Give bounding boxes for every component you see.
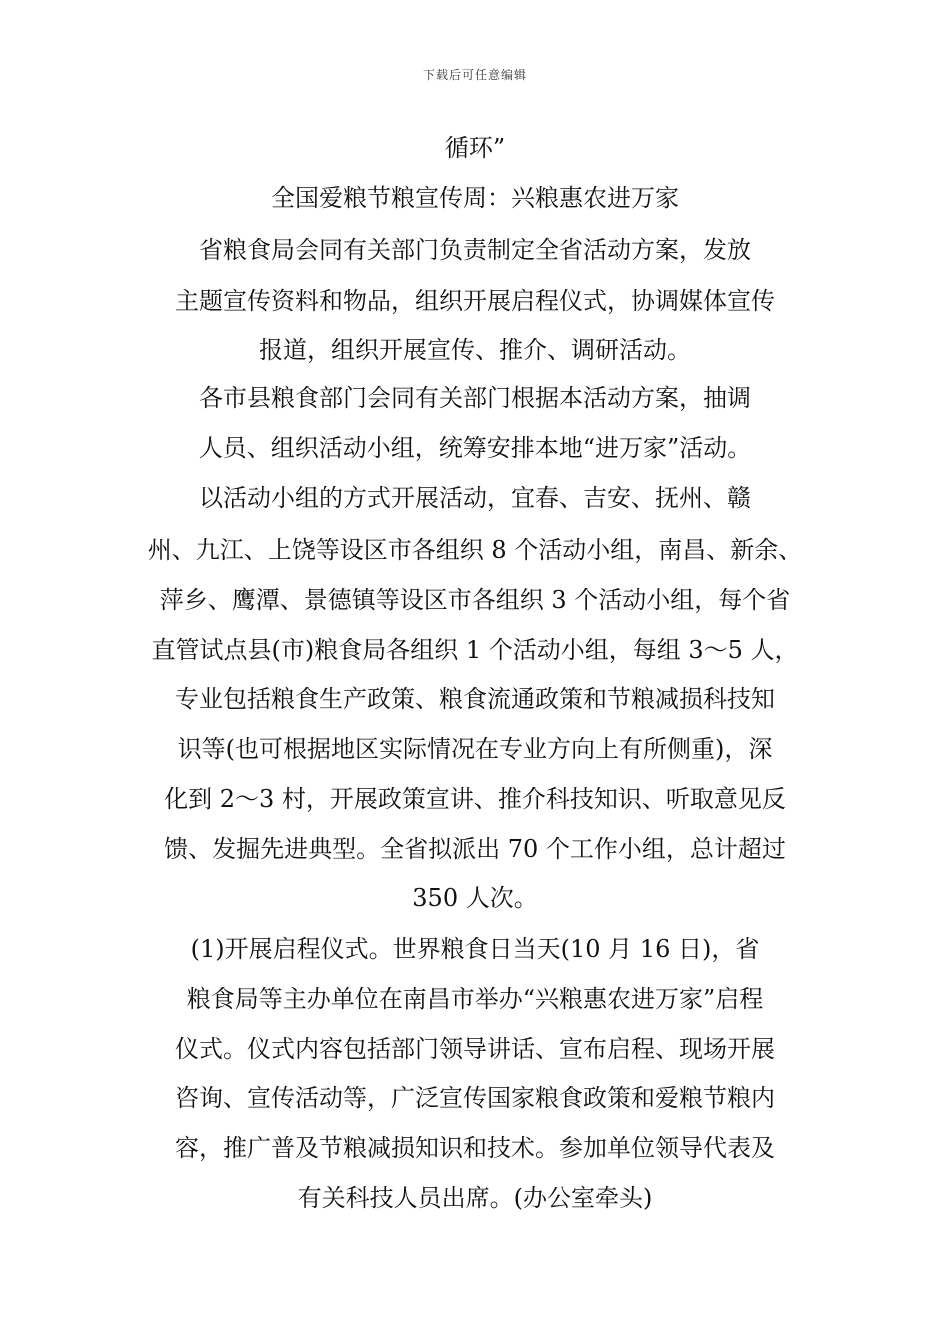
text-line: 省粮食局会同有关部门负责制定全省活动方案，发放 bbox=[199, 236, 751, 264]
text-line: 主题宣传资料和物品，组织开展启程仪式，协调媒体宣传 bbox=[175, 287, 775, 315]
text-line: 各市县粮食部门会同有关部门根据本活动方案，抽调 bbox=[199, 384, 751, 412]
text-line: 识等(也可根据地区实际情况在专业方向上有所侧重)，深 bbox=[177, 735, 773, 763]
text-line: 专业包括粮食生产政策、粮食流通政策和节粮减损科技知 bbox=[175, 685, 775, 713]
text-line: 容，推广普及节粮减损知识和技术。参加单位领导代表及 bbox=[175, 1134, 775, 1162]
text-line: 州、九江、上饶等设区市各组织 8 个活动小组，南昌、新余、 bbox=[147, 536, 803, 564]
text-line: 咨询、宣传活动等，广泛宣传国家粮食政策和爱粮节粮内 bbox=[175, 1084, 775, 1112]
text-line: 以活动小组的方式开展活动，宜春、吉安、抚州、赣 bbox=[199, 484, 751, 512]
text-line: (1)开展启程仪式。世界粮食日当天(10 月 16 日)，省 bbox=[190, 935, 760, 963]
text-line: 报道，组织开展宣传、推介、调研活动。 bbox=[259, 336, 691, 364]
text-line: 直管试点县(市)粮食局各组织 1 个活动小组，每组 3～5 人， bbox=[151, 636, 799, 664]
text-line: 人员、组织活动小组，统筹安排本地“进万家”活动。 bbox=[198, 434, 752, 462]
text-line: 萍乡、鹰潭、景德镇等设区市各组织 3 个活动小组，每个省 bbox=[159, 586, 791, 614]
text-line: 循环” bbox=[444, 134, 506, 162]
text-line: 馈、发掘先进典型。全省拟派出 70 个工作小组，总计超过 bbox=[164, 835, 786, 863]
text-line: 仪式。仪式内容包括部门领导讲话、宣布启程、现场开展 bbox=[175, 1035, 775, 1063]
header-note: 下载后可任意编辑 bbox=[422, 68, 527, 82]
text-line: 粮食局等主办单位在南昌市举办“兴粮惠农进万家”启程 bbox=[186, 985, 764, 1013]
text-line: 350 人次。 bbox=[412, 884, 538, 912]
text-line: 全国爱粮节粮宣传周：兴粮惠农进万家 bbox=[271, 184, 679, 212]
text-line: 化到 2～3 村，开展政策宣讲、推介科技知识、听取意见反 bbox=[164, 785, 786, 813]
text-line: 有关科技人员出席。(办公室牵头) bbox=[297, 1184, 653, 1212]
